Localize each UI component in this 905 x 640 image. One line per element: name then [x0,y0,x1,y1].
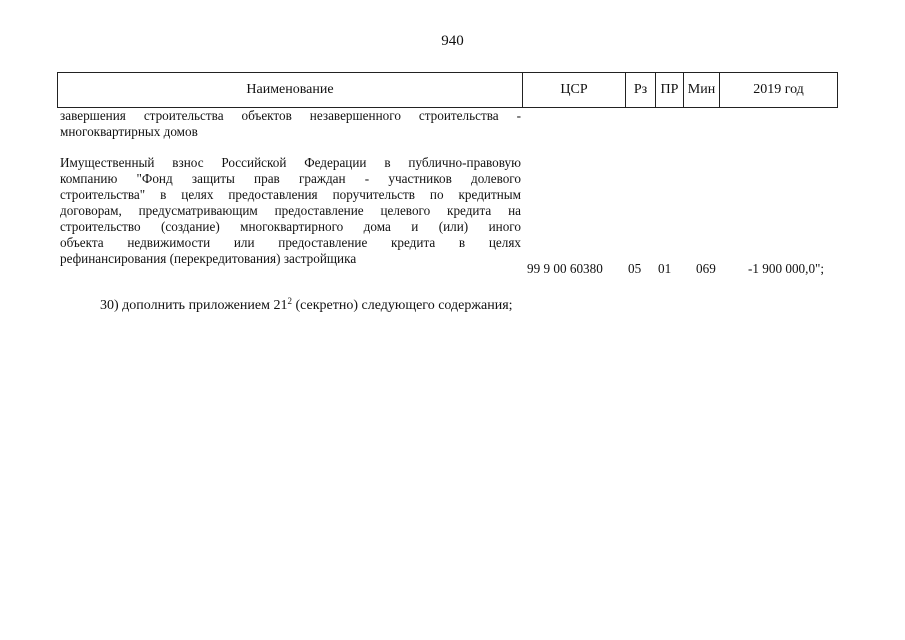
header-rz: Рз [626,73,656,108]
paragraph-text: 30) дополнить приложением 21 [100,298,288,313]
row-line: завершения строительства объектов незавершенного строительства - [60,108,521,123]
row-line: строительства" в целях предоставления поручительств по кредитным [60,187,521,202]
header-csr: ЦСР [523,73,626,108]
header-pr: ПР [656,73,684,108]
table-row-property-contribution [60,155,521,267]
row-line: строительство (создание) многоквартирного дома и (или) иного [60,219,521,234]
header-year: 2019 год [720,73,838,108]
header-min: Мин [684,73,720,108]
cell-rz: 05 [628,261,642,276]
page-number: 940 [441,33,464,49]
row-line: договорам, предусматривающим предоставление целевого кредита на [60,203,521,218]
table-row-continuation [60,108,521,140]
row-line: объекта недвижимости или предоставление кредита в целях [60,235,521,250]
row-line: рефинансирования (перекредитования) застройщика [60,251,357,266]
row-line: многоквартирных домов [60,124,198,139]
paragraph-superscript: 2 [287,296,292,306]
paragraph-item-30 [100,297,513,315]
cell-csr: 99 9 00 60380 [527,261,603,276]
cell-min: 069 [696,261,716,276]
table-header [57,72,838,108]
row-line: компанию "Фонд защиты прав граждан - участников долевого [60,171,521,186]
paragraph-text-end: (секретно) следующего содержания; [291,298,513,313]
row-line: Имущественный взнос Российской Федерации в публично-правовую [60,155,521,170]
header-name: Наименование [58,73,523,108]
cell-pr: 01 [658,261,672,276]
cell-amount: -1 900 000,0"; [748,261,825,276]
